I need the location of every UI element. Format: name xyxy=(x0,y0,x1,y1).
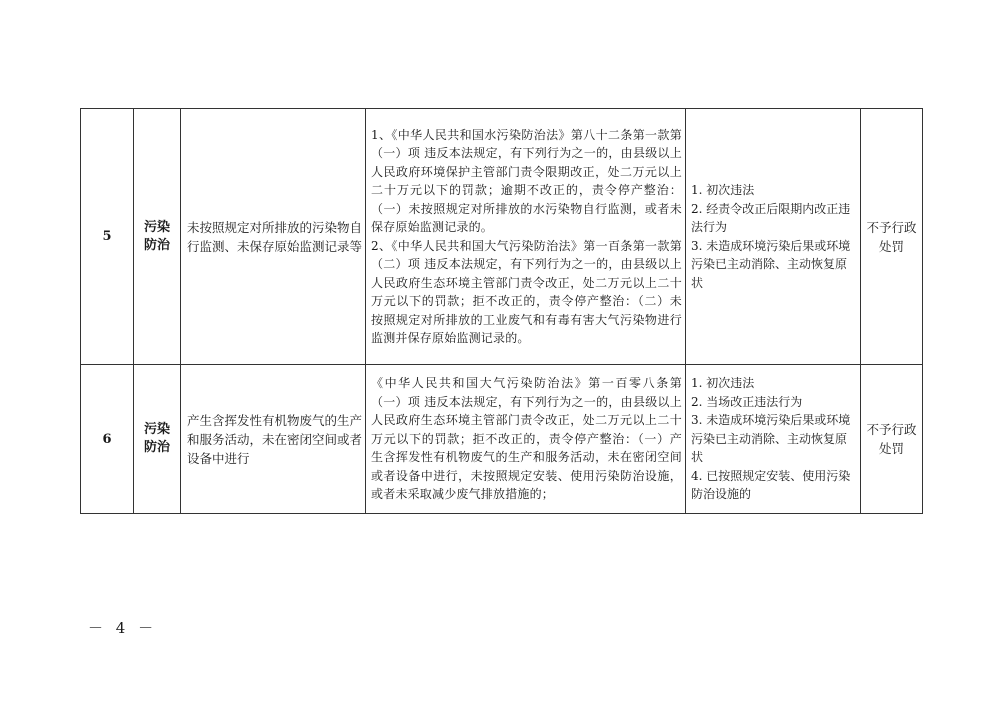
table-row xyxy=(81,365,923,514)
condition-item: 3. 未造成环境污染后果或环境污染已主动消除、主动恢复原状 xyxy=(691,238,851,290)
category-cell xyxy=(134,109,181,365)
violation-situation-cell: 未按照规定对所排放的污染物自行监测、未保存原始监测记录等 xyxy=(181,109,366,365)
conditions-cell xyxy=(686,365,861,514)
violation-situation-cell: 产生含挥发性有机物废气的生产和服务活动，未在密闭空间或者设备中进行 xyxy=(181,365,366,514)
condition-item: 2. 当场改正违法行为 xyxy=(691,394,803,409)
legal-basis-paragraph: 2、《中华人民共和国大气污染防治法》第一百条第一款第（二）项 违反本法规定，有下列行为之一的，由县级以上人民政府生态环境主管部门责令改正，处二万元以上二十万元以下的罚款；拒不改正的，责令停产整治：（二）未按照规定对所排放的工业废气和有毒有害大气污染物进行监测并保存原始监测记录的。 xyxy=(371,238,682,345)
category-line: 防治 xyxy=(143,440,170,455)
condition-item: 1. 初次违法 xyxy=(691,376,755,391)
category-line: 污染 xyxy=(143,219,170,235)
category-line: 防治 xyxy=(143,237,170,253)
result-cell: 不予行政处罚 xyxy=(861,365,923,514)
condition-item: 4. 已按照规定安装、使用污染防治设施的 xyxy=(691,468,851,502)
legal-basis-cell xyxy=(366,365,686,514)
penalty-exemption-table xyxy=(80,108,923,514)
page-number: － 4 － xyxy=(88,619,158,637)
conditions-cell xyxy=(686,109,861,365)
result-cell: 不予行政处罚 xyxy=(861,109,923,365)
legal-basis-cell xyxy=(366,109,686,365)
condition-item: 2. 经责令改正后限期内改正违法行为 xyxy=(691,201,851,234)
legal-basis-paragraph: 《中华人民共和国大气污染防治法》第一百零八条第（一）项 违反本法规定，有下列行为之一的，由县级以上人民政府生态环境主管部门责令改正，处二万元以上二十万元以下的罚款；拒不改正的，责令停产整治：（一）产生含挥发性有机物废气的生产和服务活动，未在密闭空间或者设备中进行，未按照规定安装、使用污染防治设施，或者未采取减少废气排放措施的； xyxy=(371,376,682,502)
condition-item: 3. 未造成环境污染后果或环境污染已主动消除、主动恢复原状 xyxy=(691,413,851,465)
condition-item: 1. 初次违法 xyxy=(691,183,755,197)
category-cell xyxy=(134,365,181,514)
row-number-cell: 6 xyxy=(81,365,134,514)
table-row xyxy=(81,109,923,365)
legal-basis-paragraph: 1、《中华人民共和国水污染防治法》第八十二条第一款第（一）项 违反本法规定，有下列行为之一的，由县级以上人民政府环境保护主管部门责令限期改正，处二万元以上二十万元以下的罚款；逾期不改正的，责令停产整治：（一）未按照规定对所排放的水污染物自行监测，或者未保存原始监测记录的。 xyxy=(371,127,682,234)
row-number-cell: 5 xyxy=(81,109,134,365)
category-line: 污染 xyxy=(143,422,170,437)
